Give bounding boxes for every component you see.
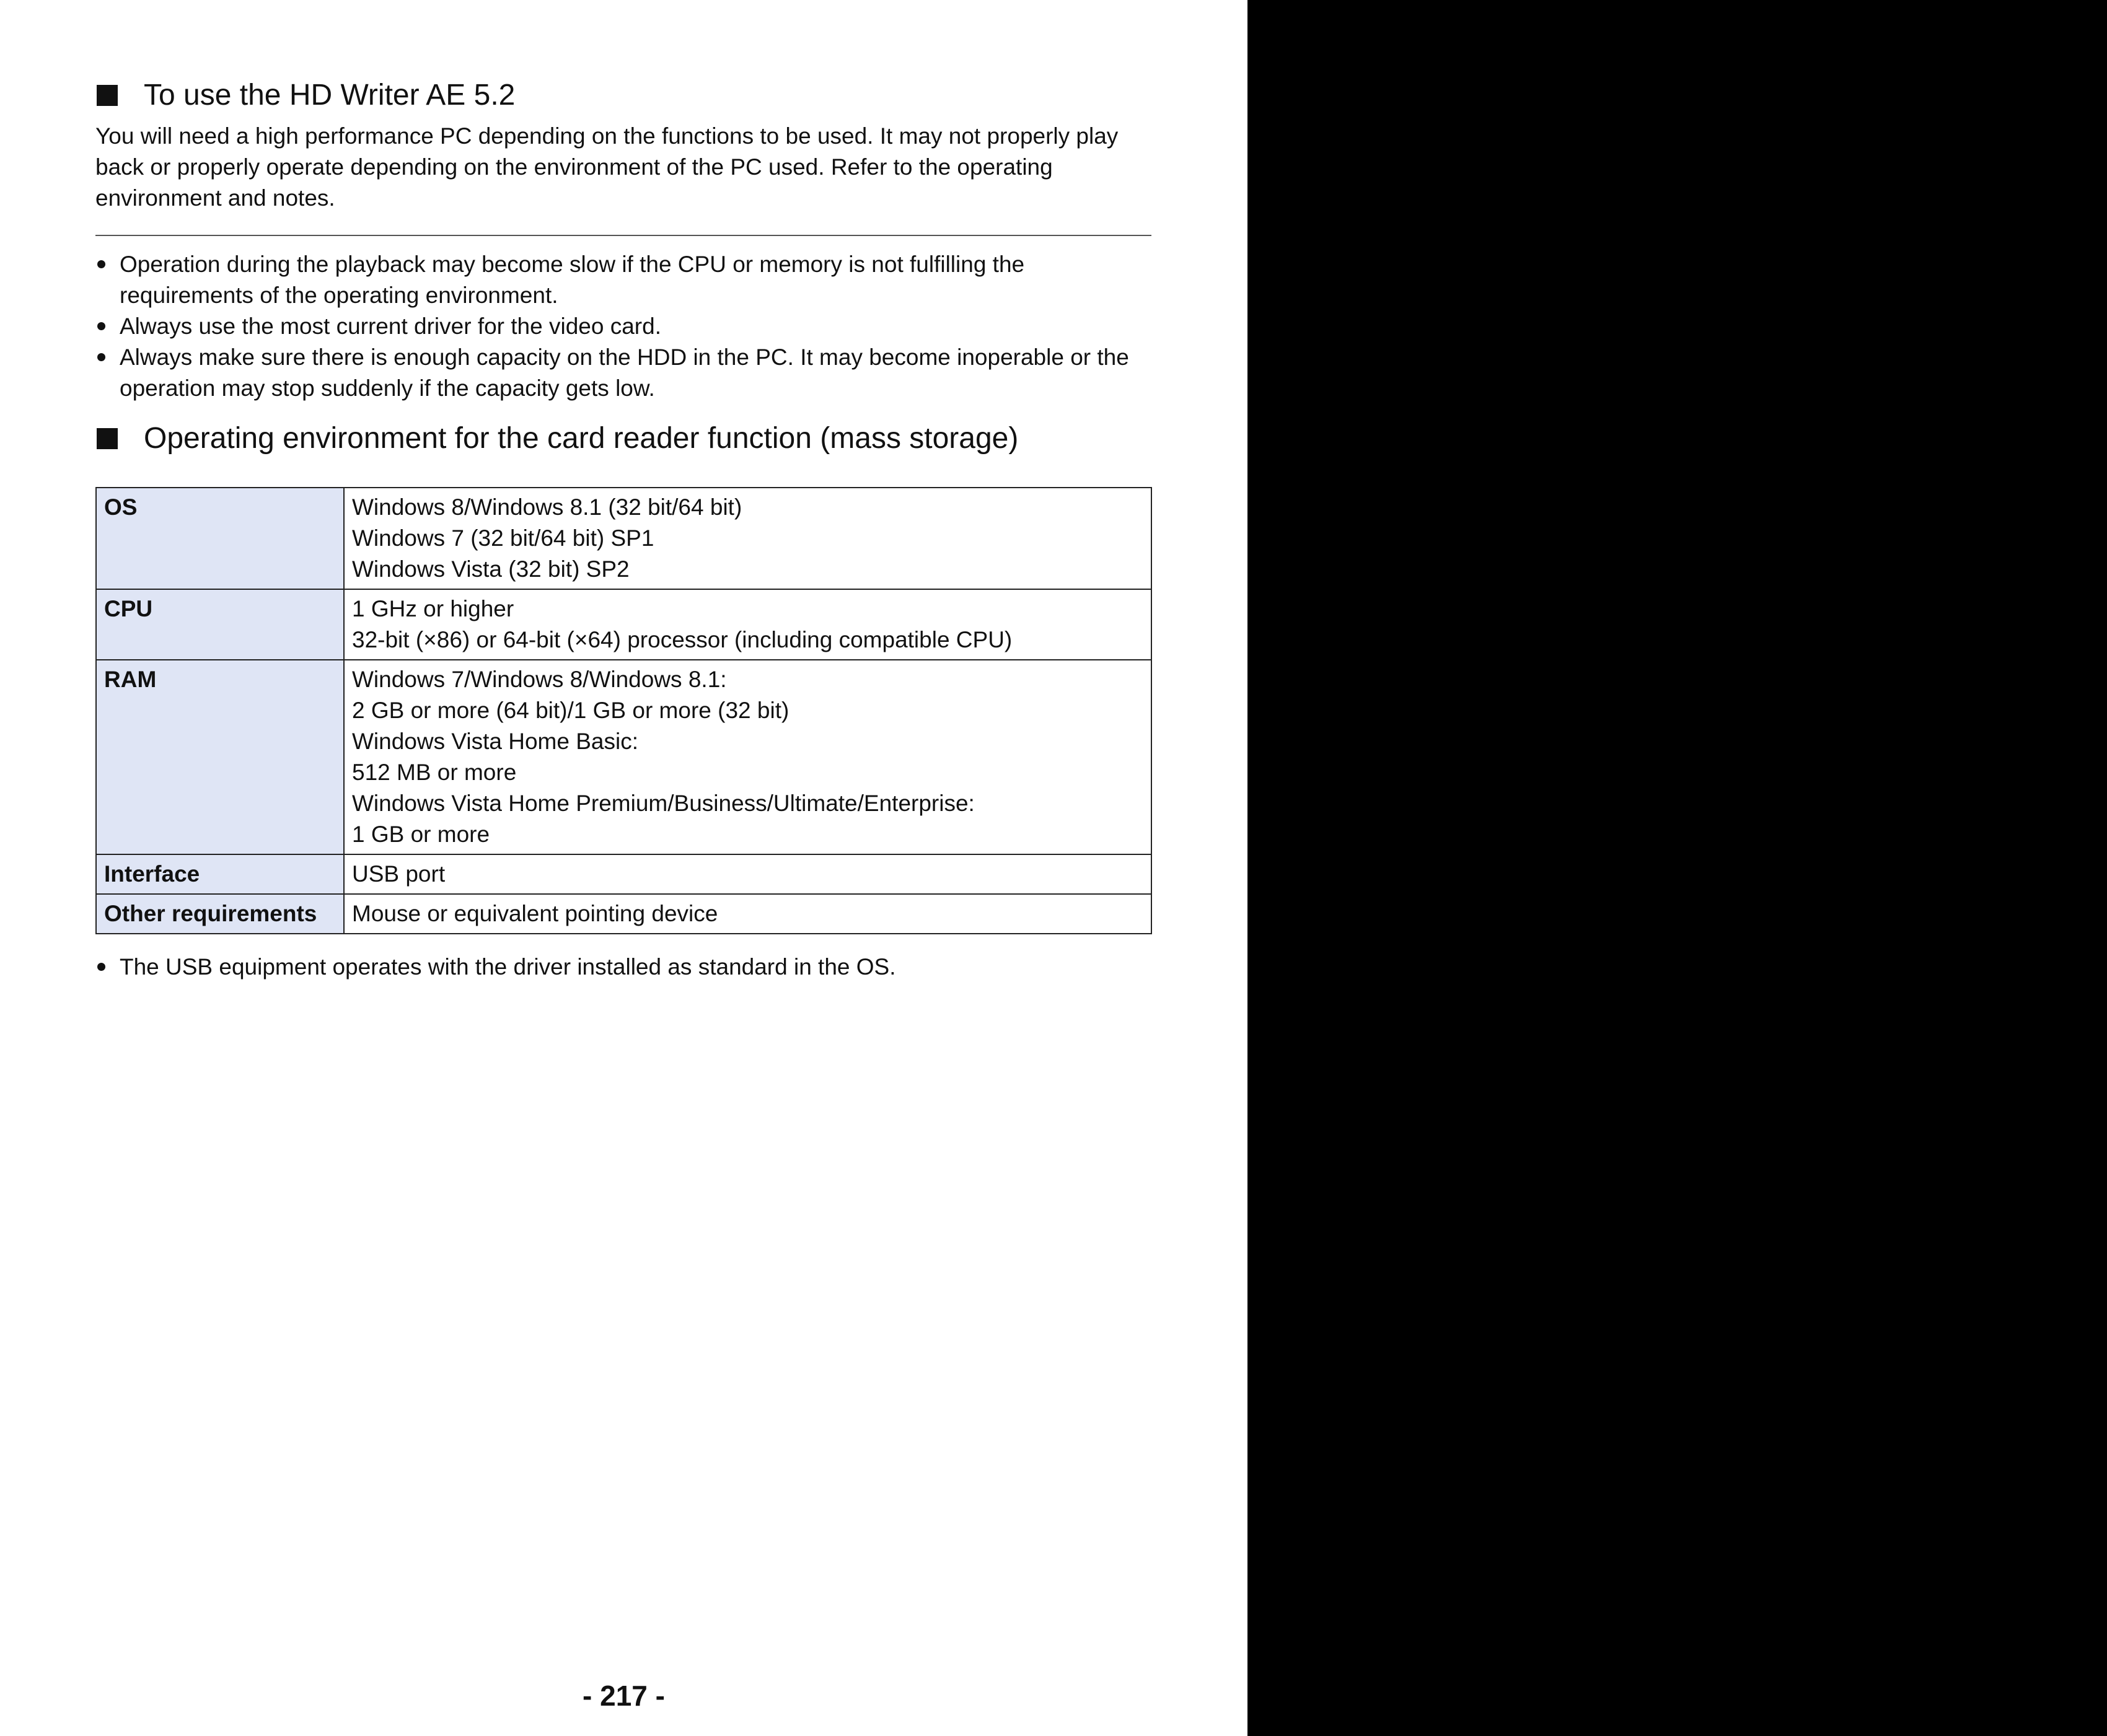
list-item xyxy=(95,342,1152,404)
row-label: RAM xyxy=(96,660,344,854)
footnote-text: The USB equipment operates with the driver installed as standard in the OS. xyxy=(120,954,896,980)
list-item xyxy=(95,311,1152,342)
table-row xyxy=(96,488,1151,589)
value-line: 32-bit (×86) or 64-bit (×64) processor (including compatible CPU) xyxy=(352,627,1013,652)
table-row xyxy=(96,589,1151,660)
list-item-text: Always use the most current driver for the video card. xyxy=(120,313,661,339)
square-bullet-icon xyxy=(97,85,118,106)
page-number: - 217 - xyxy=(583,1680,665,1712)
row-label: Other requirements xyxy=(96,894,344,934)
row-label: OS xyxy=(96,488,344,589)
section-heading-text: To use the HD Writer AE 5.2 xyxy=(144,79,516,112)
divider-line xyxy=(95,235,1151,236)
value-line: Windows Vista Home Basic: xyxy=(352,729,638,754)
list-item xyxy=(95,952,1152,983)
value-line: Windows Vista (32 bit) SP2 xyxy=(352,556,630,582)
list-item xyxy=(95,249,1152,311)
value-line: Mouse or equivalent pointing device xyxy=(352,901,718,926)
value-line: 1 GHz or higher xyxy=(352,596,514,621)
requirements-table xyxy=(95,487,1152,934)
value-line: Windows 7 (32 bit/64 bit) SP1 xyxy=(352,525,654,551)
notes-list xyxy=(95,249,1152,404)
bullet-dot-icon xyxy=(97,322,105,330)
row-value xyxy=(344,589,1151,660)
black-margin xyxy=(1247,0,2107,1736)
value-line: 2 GB or more (64 bit)/1 GB or more (32 bit) xyxy=(352,698,790,723)
bullet-dot-icon xyxy=(97,260,105,268)
footnote-list xyxy=(95,952,1152,983)
row-label: CPU xyxy=(96,589,344,660)
list-item-text: Operation during the playback may become slow if the CPU or memory is not fulfilling the requirements of the operating environment. xyxy=(120,252,1025,308)
row-value xyxy=(344,854,1151,894)
value-line: USB port xyxy=(352,861,446,887)
section-heading-card-reader xyxy=(95,420,1018,457)
value-line: Windows 7/Windows 8/Windows 8.1: xyxy=(352,667,727,692)
row-value xyxy=(344,488,1151,589)
value-line: 1 GB or more xyxy=(352,822,490,847)
value-line: Windows 8/Windows 8.1 (32 bit/64 bit) xyxy=(352,494,742,520)
bullet-dot-icon xyxy=(97,353,105,361)
square-bullet-icon xyxy=(97,428,118,449)
list-item-text: Always make sure there is enough capacity on the HDD in the PC. It may become inoperable or the operation may stop suddenly if the capacity gets low. xyxy=(120,344,1129,401)
bullet-dot-icon xyxy=(97,963,105,971)
value-line: 512 MB or more xyxy=(352,760,517,785)
section-heading-hd-writer xyxy=(95,77,515,114)
table-row xyxy=(96,854,1151,894)
table-row xyxy=(96,660,1151,854)
value-line: Windows Vista Home Premium/Business/Ultimate/Enterprise: xyxy=(352,791,975,816)
row-value xyxy=(344,660,1151,854)
intro-paragraph: You will need a high performance PC depending on the functions to be used. It may not properly play back or properly operate depending on the environment of the PC used. Refer to the operating environment and notes. xyxy=(95,123,1119,211)
row-value xyxy=(344,894,1151,934)
section-heading-text: Operating environment for the card reader function (mass storage) xyxy=(144,422,1019,455)
row-label: Interface xyxy=(96,854,344,894)
table-row xyxy=(96,894,1151,934)
